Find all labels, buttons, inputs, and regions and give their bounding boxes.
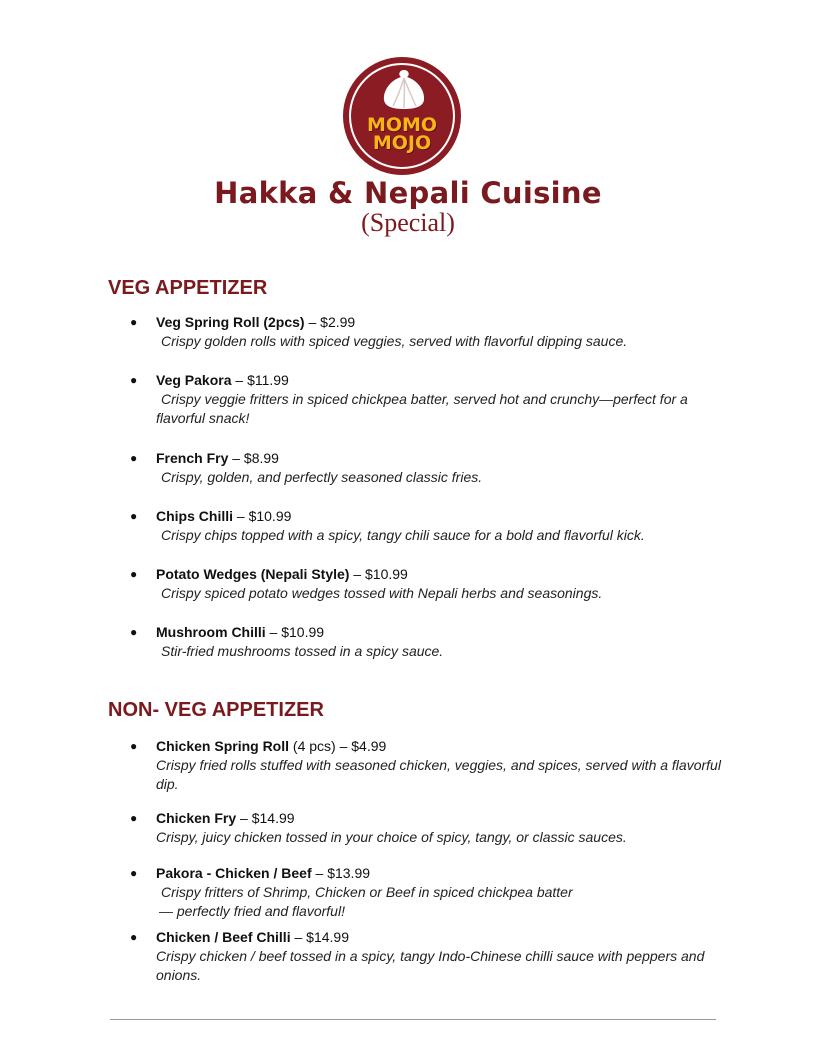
item-description: Crispy veggie fritters in spiced chickpea batter, served hot and crunchy—perfect for a flavorful snack! xyxy=(156,391,688,426)
item-name: Pakora - Chicken / Beef xyxy=(156,865,312,881)
item-name: Veg Pakora xyxy=(156,372,232,388)
page-subtitle: (Special) xyxy=(361,208,455,237)
item-name: Potato Wedges (Nepali Style) xyxy=(156,566,350,582)
bullet-icon: ● xyxy=(130,451,138,465)
bullet-icon: ● xyxy=(130,625,138,639)
item-price: – $10.99 xyxy=(233,508,292,524)
item-description: Stir-fried mushrooms tossed in a spicy sauce. xyxy=(161,643,444,659)
bullet-icon: ● xyxy=(130,866,138,880)
bullet-icon: ● xyxy=(130,811,138,825)
item-name: Chicken Spring Roll xyxy=(156,738,290,754)
item-description: Crispy, juicy chicken tossed in your choice of spicy, tangy, or classic sauces. xyxy=(156,829,627,845)
item-price: – $14.99 xyxy=(290,929,349,945)
item-name: Chicken / Beef Chilli xyxy=(156,929,291,945)
item-description: Crispy fritters of Shrimp, Chicken or Beef in spiced chickpea batter xyxy=(161,884,573,900)
item-name: Veg Spring Roll (2pcs) xyxy=(156,314,305,330)
section-title-non-veg: NON- VEG APPETIZER xyxy=(108,699,324,721)
logo-text-line2: MOJO xyxy=(372,132,432,154)
item-price: – $11.99 xyxy=(231,372,289,388)
item-price: – $2.99 xyxy=(304,314,356,330)
dumpling-icon xyxy=(379,68,429,110)
item-price: – $10.99 xyxy=(265,624,325,640)
item-price: – $8.99 xyxy=(228,450,279,466)
item-description: Crispy fried rolls stuffed with seasoned chicken, veggies, and spices, served with a flavorful dip. xyxy=(156,757,721,792)
bullet-icon: ● xyxy=(130,315,138,329)
brand-logo xyxy=(343,57,461,175)
item-price: – $4.99 xyxy=(335,738,387,754)
item-price: – $10.99 xyxy=(349,566,408,582)
bullet-icon: ● xyxy=(130,930,138,944)
item-extra: (4 pcs) xyxy=(289,738,336,754)
item-description: Crispy spiced potato wedges tossed with Nepali herbs and seasonings. xyxy=(161,585,603,601)
item-description: Crispy, golden, and perfectly seasoned classic fries. xyxy=(161,469,483,485)
bullet-icon: ● xyxy=(130,509,138,523)
item-price: – $14.99 xyxy=(236,810,295,826)
bullet-icon: ● xyxy=(130,739,138,753)
item-description: Crispy golden rolls with spiced veggies, served with flavorful dipping sauce. xyxy=(161,333,628,349)
item-price: – $13.99 xyxy=(311,865,371,881)
item-description-line2: — perfectly fried and flavorful! xyxy=(159,903,345,919)
item-name: Chicken Fry xyxy=(156,810,237,826)
item-name: French Fry xyxy=(156,450,229,466)
bullet-icon: ● xyxy=(130,567,138,581)
logo-text-line1: MOMO xyxy=(366,114,438,136)
bullet-icon: ● xyxy=(130,373,138,387)
page-title: Hakka & Nepali Cuisine xyxy=(214,176,602,210)
item-name: Chips Chilli xyxy=(156,508,233,524)
footer-divider xyxy=(110,1019,716,1020)
item-name: Mushroom Chilli xyxy=(156,624,266,640)
section-title-veg: VEG APPETIZER xyxy=(108,277,268,299)
item-description: Crispy chicken / beef tossed in a spicy, tangy Indo-Chinese chilli sauce with peppers and onions. xyxy=(156,948,705,983)
item-description: Crispy chips topped with a spicy, tangy chili sauce for a bold and flavorful kick. xyxy=(161,527,645,543)
